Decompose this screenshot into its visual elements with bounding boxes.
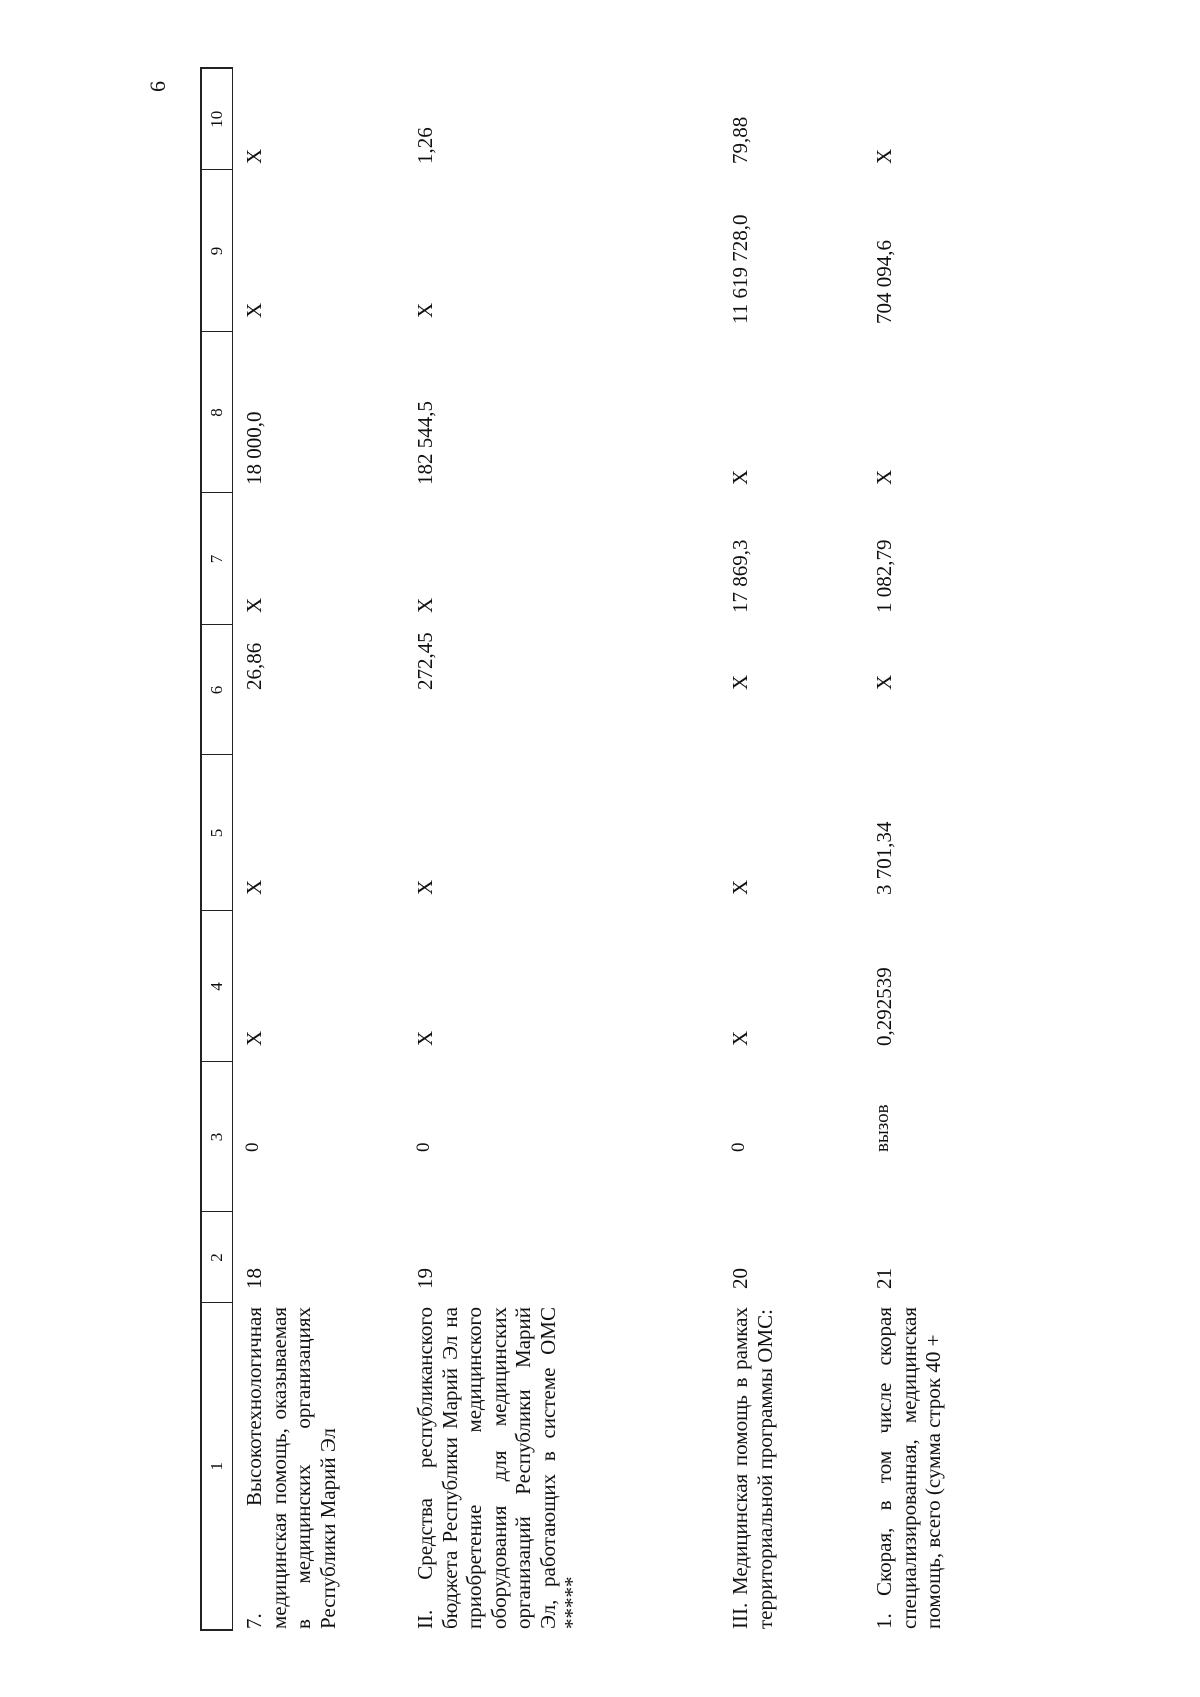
table-row xyxy=(404,68,719,1630)
column-header: 2 xyxy=(201,1212,233,1303)
column-header: 9 xyxy=(201,170,233,332)
row-name: 1. Скорая, в том числе скорая специализированная, медицинская помощь, всего (сумма строк 40 + xyxy=(872,1307,946,1629)
column-header: 3 xyxy=(201,1062,233,1212)
column-header: 6 xyxy=(201,625,233,755)
cell-col-4: X xyxy=(728,1030,752,1046)
cell-col-10: 79,88 xyxy=(728,116,752,164)
table-row xyxy=(863,68,1034,1630)
cell-col-4: 0,292539 xyxy=(872,967,896,1046)
cell-col-7: X xyxy=(413,597,437,613)
row-name: 7. Высокотехнологичная медицинская помощь, оказываемая в медицинских организациях Республики Марий Эл xyxy=(242,1307,340,1629)
table-row xyxy=(233,68,405,1630)
row-unit: 0 xyxy=(413,1142,434,1152)
cell-col-6: 272,45 xyxy=(413,632,437,690)
cell-col-7: X xyxy=(242,597,266,613)
row-name: II. Средства республиканского бюджета Республики Марий Эл на приобретение медицинского оборудования для медицинских организаций Республики Марий Эл, работающих в системе ОМС ***** xyxy=(413,1307,585,1629)
cell-col-9: 11 619 728,0 xyxy=(728,214,752,324)
row-unit: 0 xyxy=(242,1142,263,1152)
column-header: 4 xyxy=(201,911,233,1062)
column-header: 10 xyxy=(201,68,233,170)
row-unit: вызов xyxy=(872,1104,893,1152)
column-header: 7 xyxy=(201,493,233,625)
cell-col-6: X xyxy=(728,674,752,690)
cell-col-5: X xyxy=(413,879,437,895)
cell-col-10: 1,26 xyxy=(413,127,437,164)
cell-col-4: X xyxy=(413,1030,437,1046)
cell-col-6: 26,86 xyxy=(242,642,266,690)
row-line-number: 19 xyxy=(413,1268,437,1289)
cell-col-7: 17 869,3 xyxy=(728,539,752,613)
cell-col-10: X xyxy=(872,148,896,164)
cell-col-9: X xyxy=(242,302,266,318)
document-table-rotated xyxy=(200,69,980,1631)
row-line-number: 21 xyxy=(872,1268,896,1289)
cell-col-5: 3 701,34 xyxy=(872,821,896,895)
cell-col-4: X xyxy=(242,1030,266,1046)
row-unit: 0 xyxy=(728,1142,749,1152)
row-name: III. Медицинская помощь в рамках территориальной программы ОМС: xyxy=(728,1307,777,1629)
cell-col-9: 704 094,6 xyxy=(872,240,896,324)
cell-col-8: X xyxy=(872,469,896,485)
page-number: 6 xyxy=(145,81,170,92)
column-header: 5 xyxy=(201,755,233,911)
cell-col-8: 182 544,5 xyxy=(413,401,437,485)
cell-col-7: 1 082,79 xyxy=(872,539,896,613)
column-header: 1 xyxy=(201,1303,233,1630)
row-line-number: 18 xyxy=(242,1268,266,1289)
cell-col-5: X xyxy=(728,879,752,895)
cell-col-5: X xyxy=(242,879,266,895)
row-line-number: 20 xyxy=(728,1268,752,1289)
column-number-row xyxy=(201,68,233,1630)
table-row xyxy=(719,68,863,1630)
cell-col-10: X xyxy=(242,148,266,164)
column-header: 8 xyxy=(201,332,233,493)
financing-table xyxy=(200,67,1034,1631)
cell-col-8: X xyxy=(728,469,752,485)
cell-col-9: X xyxy=(413,302,437,318)
cell-col-8: 18 000,0 xyxy=(242,411,266,485)
cell-col-6: X xyxy=(872,674,896,690)
